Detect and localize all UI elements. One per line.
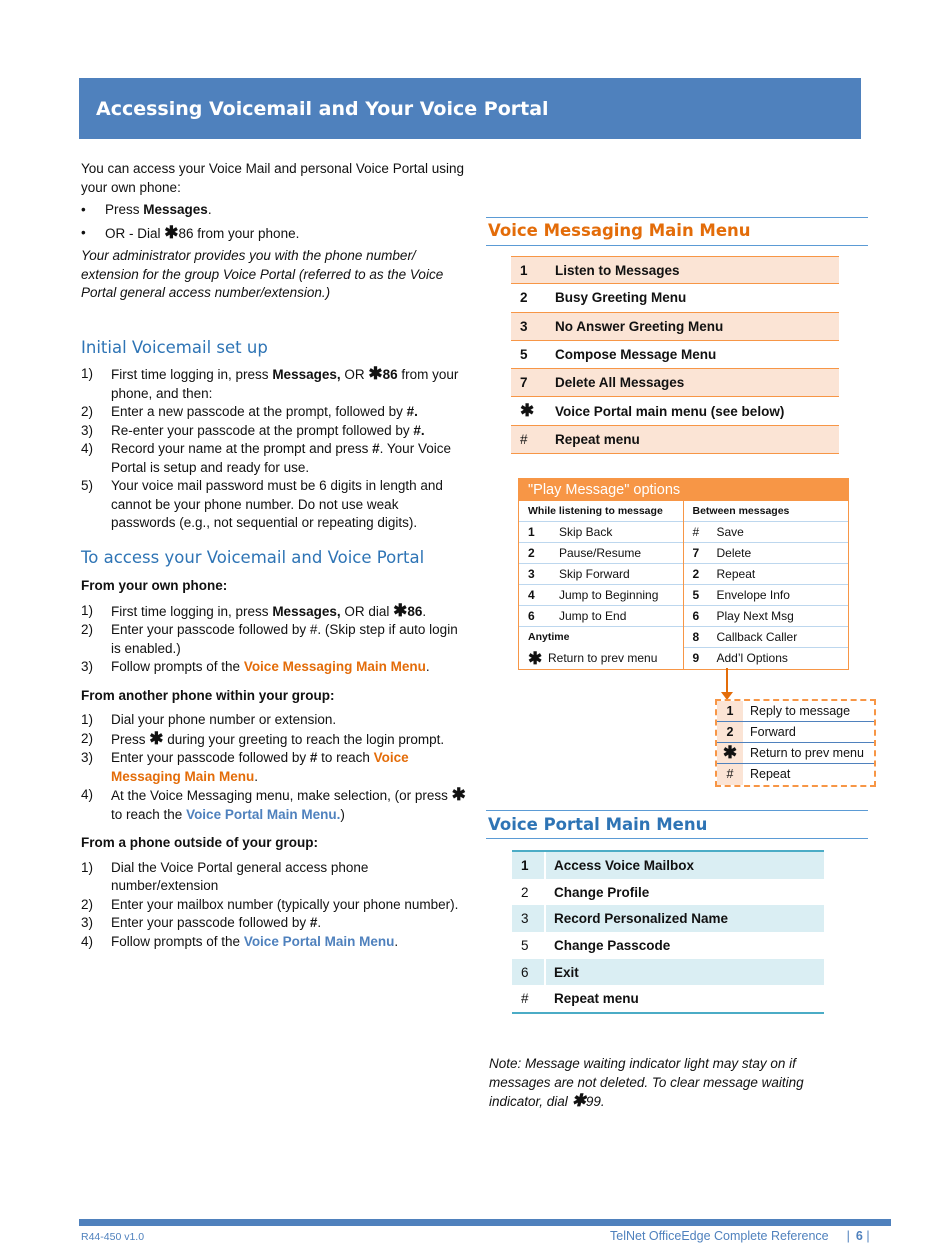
- table-row: # Repeat: [717, 764, 874, 785]
- table-row: ✱ Voice Portal main menu (see below): [511, 397, 839, 425]
- left-column: [81, 160, 466, 951]
- table-row: 1 Reply to message: [717, 701, 874, 722]
- divider: [486, 245, 868, 246]
- table-row: 8 Callback Caller: [684, 627, 849, 648]
- list-item: 2) Enter your passcode followed by #. (Skip step if auto login is enabled.): [81, 622, 458, 656]
- table-row: # Repeat menu: [511, 426, 839, 454]
- subheading-own-phone: From your own phone:: [81, 578, 228, 593]
- table-row: 6 Jump to End: [519, 606, 683, 627]
- list-item: 4) Follow prompts of the Voice Portal Main Menu.: [81, 933, 399, 949]
- list-item: 3) Re-enter your passcode at the prompt followed by #.: [81, 422, 425, 438]
- table-row: 1 Listen to Messages: [511, 256, 839, 284]
- intro-bullets: [81, 201, 466, 243]
- star-icon: ✱: [451, 785, 466, 804]
- table-row: 2 Busy Greeting Menu: [511, 284, 839, 312]
- list-item: 3) Enter your passcode followed by # to reach Voice Messaging Main Menu.: [81, 750, 409, 784]
- bullet-press-messages: • Press Messages.: [81, 201, 466, 220]
- link-voice-messaging-menu[interactable]: Voice Messaging Main Menu: [111, 750, 409, 784]
- table-row: 2 Change Profile: [512, 879, 824, 906]
- star-icon: ✱: [571, 1091, 586, 1110]
- table-row: # Save: [684, 522, 849, 543]
- list-item: 4) Record your name at the prompt and press #. Your Voice Portal is setup and ready for use.: [81, 441, 451, 475]
- star-icon: ✱: [393, 600, 408, 620]
- table-row: 6 Play Next Msg: [684, 606, 849, 627]
- anytime-label: Anytime: [528, 631, 570, 643]
- subheading-group-phone: From another phone within your group:: [81, 687, 335, 703]
- list-item: 2) Press ✱ during your greeting to reach the login prompt.: [81, 728, 445, 748]
- list-item: 3) Enter your passcode followed by #.: [81, 915, 322, 930]
- star-icon: ✱: [717, 743, 743, 763]
- list-item: 1) First time logging in, press Messages, OR dial ✱86.: [81, 600, 427, 620]
- message-indicator-note: Note: Message waiting indicator light may stay on if messages are not deleted. To clear message waiting indicator, dial ✱99.: [489, 1056, 804, 1110]
- table-row: 5 Envelope Info: [684, 585, 849, 606]
- table-row: 2 Pause/Resume: [519, 543, 683, 564]
- table-row: 2 Forward: [717, 722, 874, 743]
- page-number: 6: [855, 1229, 863, 1243]
- star-icon: ✱: [149, 728, 164, 748]
- list-item: 1) Dial your phone number or extension.: [81, 712, 337, 727]
- table-row: ✱ Return to prev menu: [717, 743, 874, 764]
- star-icon: ✱: [520, 401, 535, 421]
- table-row: 6 Exit: [512, 959, 824, 986]
- footer-bar: [79, 1219, 891, 1226]
- table-row: 3 Record Personalized Name: [512, 905, 824, 932]
- column-header: While listening to message: [519, 501, 683, 522]
- table-row: 7 Delete: [684, 543, 849, 564]
- list-item: 3) Follow prompts of the Voice Messaging Main Menu.: [81, 659, 430, 674]
- table-row: 2 Repeat: [684, 564, 849, 585]
- list-item: 4) At the Voice Messaging menu, make selection, (or press ✱ to reach the Voice Portal Main Menu.): [81, 785, 466, 822]
- group-phone-steps: [81, 711, 466, 824]
- vp-menu-title: Voice Portal Main Menu: [488, 815, 708, 834]
- play-message-title: "Play Message" options: [519, 479, 848, 501]
- link-voice-portal-menu[interactable]: Voice Portal Main Menu: [243, 933, 395, 949]
- table-row: # Repeat menu: [512, 985, 824, 1012]
- table-row: 5 Compose Message Menu: [511, 341, 839, 369]
- table-row: ✱ Return to prev menu: [528, 649, 658, 668]
- list-item: 1) Dial the Voice Portal general access phone number/extension: [81, 859, 369, 893]
- star-icon: ✱: [164, 222, 179, 242]
- intro-text: You can access your Voice Mail and personal Voice Portal using your own phone:: [81, 161, 464, 195]
- bullet-dial-star86: • OR - Dial ✱86 from your phone.: [81, 224, 466, 244]
- table-row: 3 Skip Forward: [519, 564, 683, 585]
- setup-steps: [81, 365, 466, 533]
- doc-id: R44-450 v1.0: [81, 1231, 145, 1243]
- vm-menu-table: [511, 256, 839, 454]
- column-header: Between messages: [684, 501, 849, 522]
- subheading-outside-phone: From a phone outside of your group:: [81, 835, 318, 850]
- additional-options-table: [715, 699, 876, 787]
- table-row: 3 No Answer Greeting Menu: [511, 313, 839, 341]
- table-row: 5 Change Passcode: [512, 932, 824, 959]
- list-item: 2) Enter a new passcode at the prompt, followed by #.: [81, 404, 418, 419]
- footer-title: TelNet OfficeEdge Complete Reference | 6 |: [610, 1229, 870, 1243]
- divider: [486, 217, 868, 218]
- divider: [486, 838, 868, 839]
- table-row: 4 Jump to Beginning: [519, 585, 683, 606]
- section-heading-setup: Initial Voicemail set up: [81, 337, 268, 357]
- vm-menu-title: Voice Messaging Main Menu: [488, 221, 751, 240]
- list-item: 2) Enter your mailbox number (typically your phone number).: [81, 896, 459, 912]
- table-row: 1 Access Voice Mailbox: [512, 852, 824, 879]
- page-title: Accessing Voicemail and Your Voice Portal: [96, 98, 549, 120]
- table-row: 7 Delete All Messages: [511, 369, 839, 397]
- vp-menu-table: [512, 850, 824, 1014]
- list-item: 1) First time logging in, press Messages, OR ✱86 from your phone, and then:: [81, 364, 459, 401]
- page-banner: [79, 78, 861, 139]
- own-phone-steps: [81, 602, 466, 677]
- link-voice-messaging-menu[interactable]: Voice Messaging Main Menu: [243, 659, 426, 674]
- outside-phone-steps: [81, 859, 466, 952]
- section-heading-access: To access your Voicemail and Voice Portal: [81, 547, 425, 567]
- link-voice-portal-menu[interactable]: Voice Portal Main Menu.: [186, 806, 341, 822]
- play-message-table: [518, 478, 849, 670]
- divider: [486, 810, 868, 811]
- star-icon: ✱: [528, 649, 543, 668]
- list-item: 5) Your voice mail password must be 6 digits in length and cannot be your phone number. Do not use weak passwords (e.g., not sequential or repeating digits).: [81, 478, 443, 530]
- table-row: 9 Add’l Options: [692, 651, 788, 665]
- table-row: 1 Skip Back: [519, 522, 683, 543]
- star-icon: ✱: [368, 364, 383, 383]
- admin-note: Your administrator provides you with the phone number/ extension for the group Voice Portal (referred to as the Voice Portal general access number/extension.): [81, 248, 444, 300]
